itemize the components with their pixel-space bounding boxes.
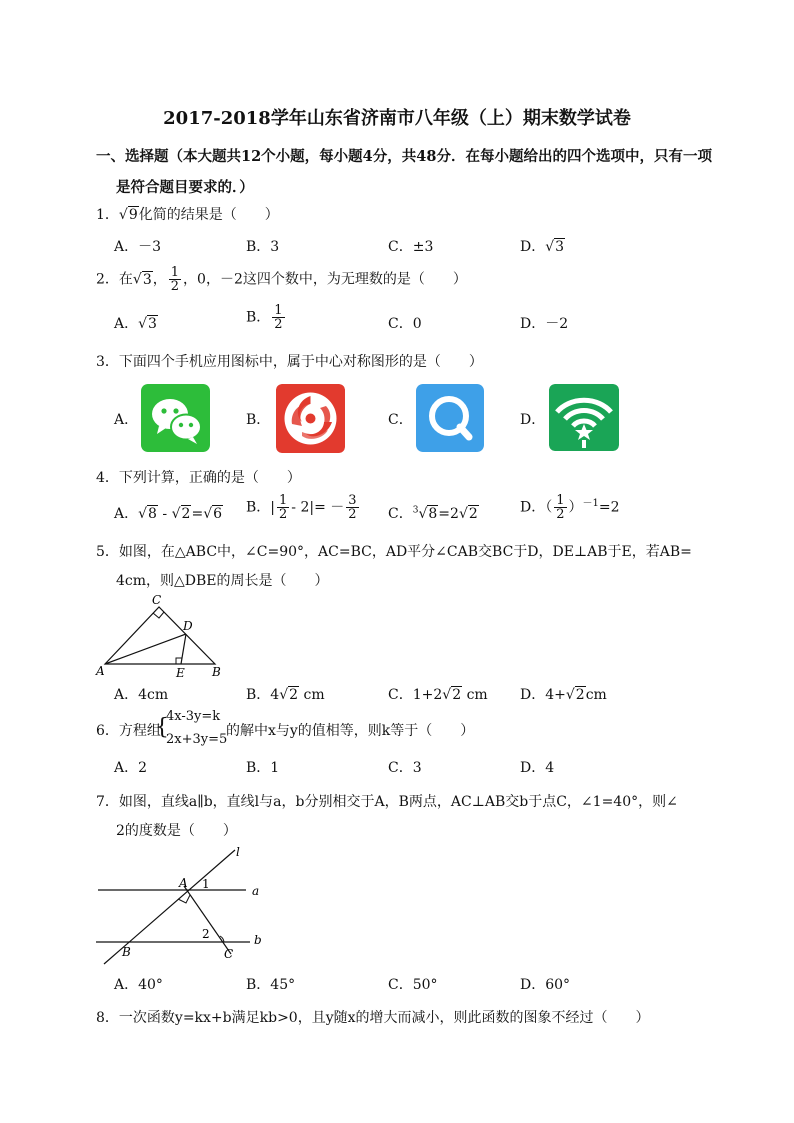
- q2-option-c[interactable]: C．0: [388, 316, 422, 332]
- q6-option-c[interactable]: C．3: [388, 760, 422, 776]
- q1-text: 化简的结果是（ ）: [138, 207, 279, 223]
- q6-option-b[interactable]: B．1: [246, 760, 280, 776]
- q7-option-d[interactable]: D．60°: [520, 977, 571, 993]
- question-6-prefix: 6．方程组: [96, 723, 161, 739]
- question-5-line1: 5．如图，在△ABC中，∠C=90°，AC=BC，AD平分∠CAB交BC于D，DE⊥AB于E，若AB=: [96, 544, 692, 560]
- q1-option-c[interactable]: C．±3: [388, 239, 434, 255]
- q2-option-a[interactable]: A．√3: [114, 316, 157, 332]
- q6-equation-1: 4x-3y=k: [166, 709, 221, 724]
- q5-option-b[interactable]: B．4√2 cm: [246, 687, 325, 703]
- q1-option-d[interactable]: D．√3: [520, 239, 565, 255]
- wifi-icon: [549, 384, 619, 451]
- fig5-label-c: C: [152, 593, 162, 607]
- question-5-line2: 4cm，则△DBE的周长是（ ）: [116, 573, 329, 589]
- fig7-label-b-line: b: [254, 933, 262, 947]
- q1-option-b[interactable]: B．3: [246, 239, 280, 255]
- q6-equation-2: 2x+3y=5: [166, 732, 228, 747]
- q3-option-c[interactable]: C．: [388, 412, 413, 428]
- question-1: [96, 204, 279, 224]
- fig5-label-b: B: [212, 665, 221, 679]
- question-6-suffix: 的解中x与y的值相等，则k等于（ ）: [226, 723, 475, 739]
- fig7-label-l: l: [236, 845, 240, 859]
- q7-parallel-lines-figure: [90, 842, 270, 966]
- question-8: 8．一次函数y=kx+b满足kb>0，且y随x的增大而减小，则此函数的图象不经过（ ）: [96, 1010, 650, 1026]
- question-7-line2: 2的度数是（ ）: [116, 823, 237, 839]
- paper-title: 2017-2018学年山东省济南市八年级（上）期末数学试卷: [163, 108, 631, 129]
- q4-option-c[interactable]: C．$^3$√8=2√2: [388, 505, 478, 522]
- q3-option-d[interactable]: D．: [520, 412, 546, 428]
- q1-number: 1．: [96, 207, 119, 223]
- q2-option-b[interactable]: B． $\frac{1}{2}$: [246, 303, 283, 332]
- q3-option-a[interactable]: A．: [114, 412, 139, 428]
- q3-option-b[interactable]: B．: [246, 412, 271, 428]
- q6-option-d[interactable]: D．4: [520, 760, 555, 776]
- section-header-line2: 是符合题目要求的．）: [116, 179, 254, 196]
- fig7-label-a-line: a: [252, 884, 260, 898]
- q7-option-a[interactable]: A．40°: [114, 977, 163, 993]
- question-7-line1: 7．如图，直线a∥b，直线l与a，b分别相交于A，B两点，AC⊥AB交b于点C，∠1=40°，则∠: [96, 794, 678, 810]
- q5-option-c[interactable]: C．1+2√2 cm: [388, 687, 488, 703]
- phoenix-icon: [276, 384, 345, 453]
- fig7-label-b: B: [122, 945, 131, 959]
- search-q-icon: [416, 384, 484, 452]
- q4-option-a[interactable]: A．√8 - √2=√6: [114, 506, 223, 522]
- q4-option-b[interactable]: B．| $\frac{1}{2}$ - 2|= － $\frac{3}{2}$: [246, 493, 357, 522]
- wechat-icon: [141, 384, 210, 452]
- question-2: 2．在√3， $\frac{1}{2}$ ，0，－2这四个数中，为无理数的是（ ）: [96, 265, 467, 294]
- q5-triangle-figure: [93, 593, 223, 679]
- fig7-label-c: C: [224, 947, 234, 961]
- q7-option-c[interactable]: C．50°: [388, 977, 438, 993]
- fig7-angle-2: 2: [202, 927, 210, 941]
- fig7-label-a: A: [179, 876, 188, 890]
- q7-option-b[interactable]: B．45°: [246, 977, 296, 993]
- q5-option-a[interactable]: A．4cm: [114, 687, 169, 703]
- fig7-angle-1: 1: [202, 877, 210, 891]
- q4-option-d[interactable]: D．（ $\frac{1}{2}$ ）$^{-1}$=2: [520, 493, 620, 523]
- q6-brace: {: [155, 715, 169, 740]
- question-3: 3．下面四个手机应用图标中，属于中心对称图形的是（ ）: [96, 354, 483, 370]
- fig5-label-e: E: [176, 666, 185, 679]
- fig5-label-a: A: [96, 664, 105, 678]
- q1-option-a[interactable]: A．－3: [114, 239, 162, 255]
- q5-option-d[interactable]: D．4+√2cm: [520, 687, 607, 703]
- fig5-label-d: D: [183, 619, 193, 633]
- question-4: 4．下列计算，正确的是（ ）: [96, 470, 301, 486]
- q1-radical: √9: [118, 207, 138, 223]
- q6-option-a[interactable]: A．2: [114, 760, 148, 776]
- section-header-line1: 一、选择题（本大题共12个小题，每小题4分，共48分．在每小题给出的四个选项中，只有一项: [96, 148, 712, 165]
- q2-option-d[interactable]: D．－2: [520, 316, 569, 332]
